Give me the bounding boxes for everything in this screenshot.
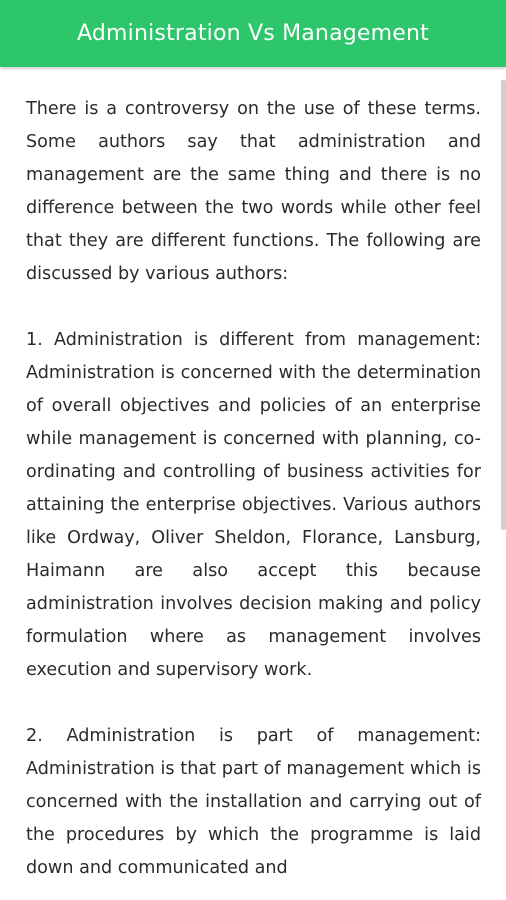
scrollbar-thumb[interactable] <box>501 80 506 530</box>
app-bar <box>0 0 506 67</box>
article-body <box>26 93 481 900</box>
page-title: Administration Vs Management <box>76 21 429 46</box>
article-paragraph-point-1: 1. Administration is different from management: Administration is concerned with the determination of overall objectives and policies of an enterprise while management is concerned with planning, co-ordinating and controlling of business activities for attaining the enterprise objectives. Various authors like Ordway, Oliver Sheldon, Florance, Lansburg, Haimann are also accept this because administration involves decision making and policy formulation where as management involves execution and supervisory work. <box>26 330 481 680</box>
article-paragraph-intro: There is a controversy on the use of these terms. Some authors say that administration and management are the same thing and there is no difference between the two words while other feel that they are different functions. The following are discussed by various authors: <box>26 99 481 284</box>
article-scroll-area[interactable] <box>0 67 506 900</box>
article-paragraph-point-2: 2. Administration is part of management: Administration is that part of management which is concerned with the installation and carrying out of the procedures by which the programme is laid down and communicated and <box>26 726 481 878</box>
